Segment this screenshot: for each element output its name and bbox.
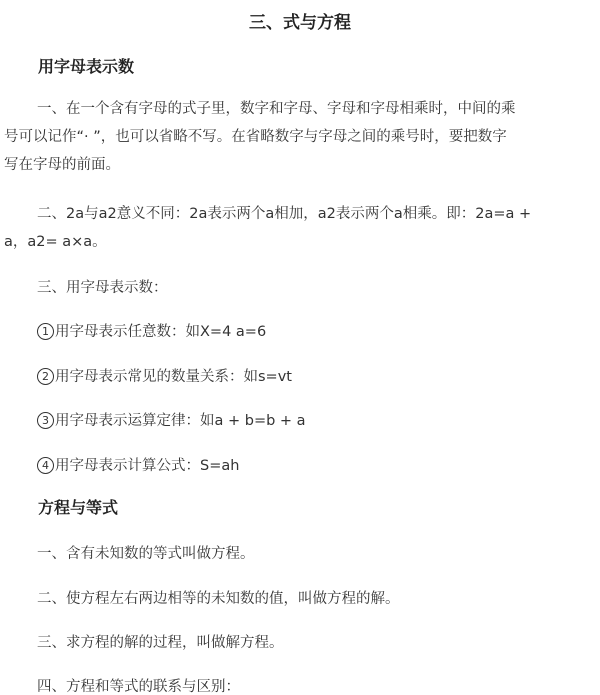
list-item bbox=[37, 455, 239, 477]
equation-line-1: 一、含有未知数的等式叫做方程。 bbox=[37, 546, 255, 562]
circled-number: 2 bbox=[37, 368, 54, 385]
circled-number: 3 bbox=[37, 412, 54, 429]
paragraph-1-line-3: 写在字母的前面。 bbox=[4, 157, 120, 173]
paragraph-2-line-2: a，a2= a×a。 bbox=[4, 234, 107, 250]
list-item bbox=[37, 410, 306, 432]
paragraph-3: 三、用字母表示数： bbox=[37, 280, 168, 296]
list-item bbox=[37, 366, 292, 388]
list-item-text: 用字母表示常见的数量关系：如s=vt bbox=[55, 369, 292, 385]
equation-line-3: 三、求方程的解的过程，叫做解方程。 bbox=[37, 635, 284, 651]
paragraph-1 bbox=[0, 95, 600, 179]
list-item-text: 用字母表示任意数：如X=4 a=6 bbox=[55, 324, 267, 340]
list-item-text: 用字母表示运算定律：如a + b=b + a bbox=[55, 413, 306, 429]
equation-line-4: 四、方程和等式的联系与区别： bbox=[37, 679, 240, 695]
list-item-text: 用字母表示计算公式：S=ah bbox=[55, 458, 240, 474]
list-item bbox=[37, 321, 266, 343]
paragraph-1-line-2: 号可以记作“· ”，也可以省略不写。在省略数字与字母之间的乘号时，要把数字 bbox=[4, 129, 507, 145]
paragraph-2 bbox=[0, 200, 600, 256]
circled-number: 4 bbox=[37, 457, 54, 474]
equation-line-2: 二、使方程左右两边相等的未知数的值，叫做方程的解。 bbox=[37, 591, 400, 607]
circled-number: 1 bbox=[37, 323, 54, 340]
paragraph-1-line-1: 一、在一个含有字母的式子里，数字和字母、字母和字母相乘时，中间的乘 bbox=[37, 101, 516, 117]
paragraph-2-line-1: 二、2a与a2意义不同：2a表示两个a相加，a2表示两个a相乘。即：2a=a + bbox=[37, 206, 532, 222]
section-heading-letters: 用字母表示数 bbox=[38, 57, 135, 76]
page-title: 三、式与方程 bbox=[249, 13, 351, 33]
section-heading-equations: 方程与等式 bbox=[38, 498, 119, 517]
